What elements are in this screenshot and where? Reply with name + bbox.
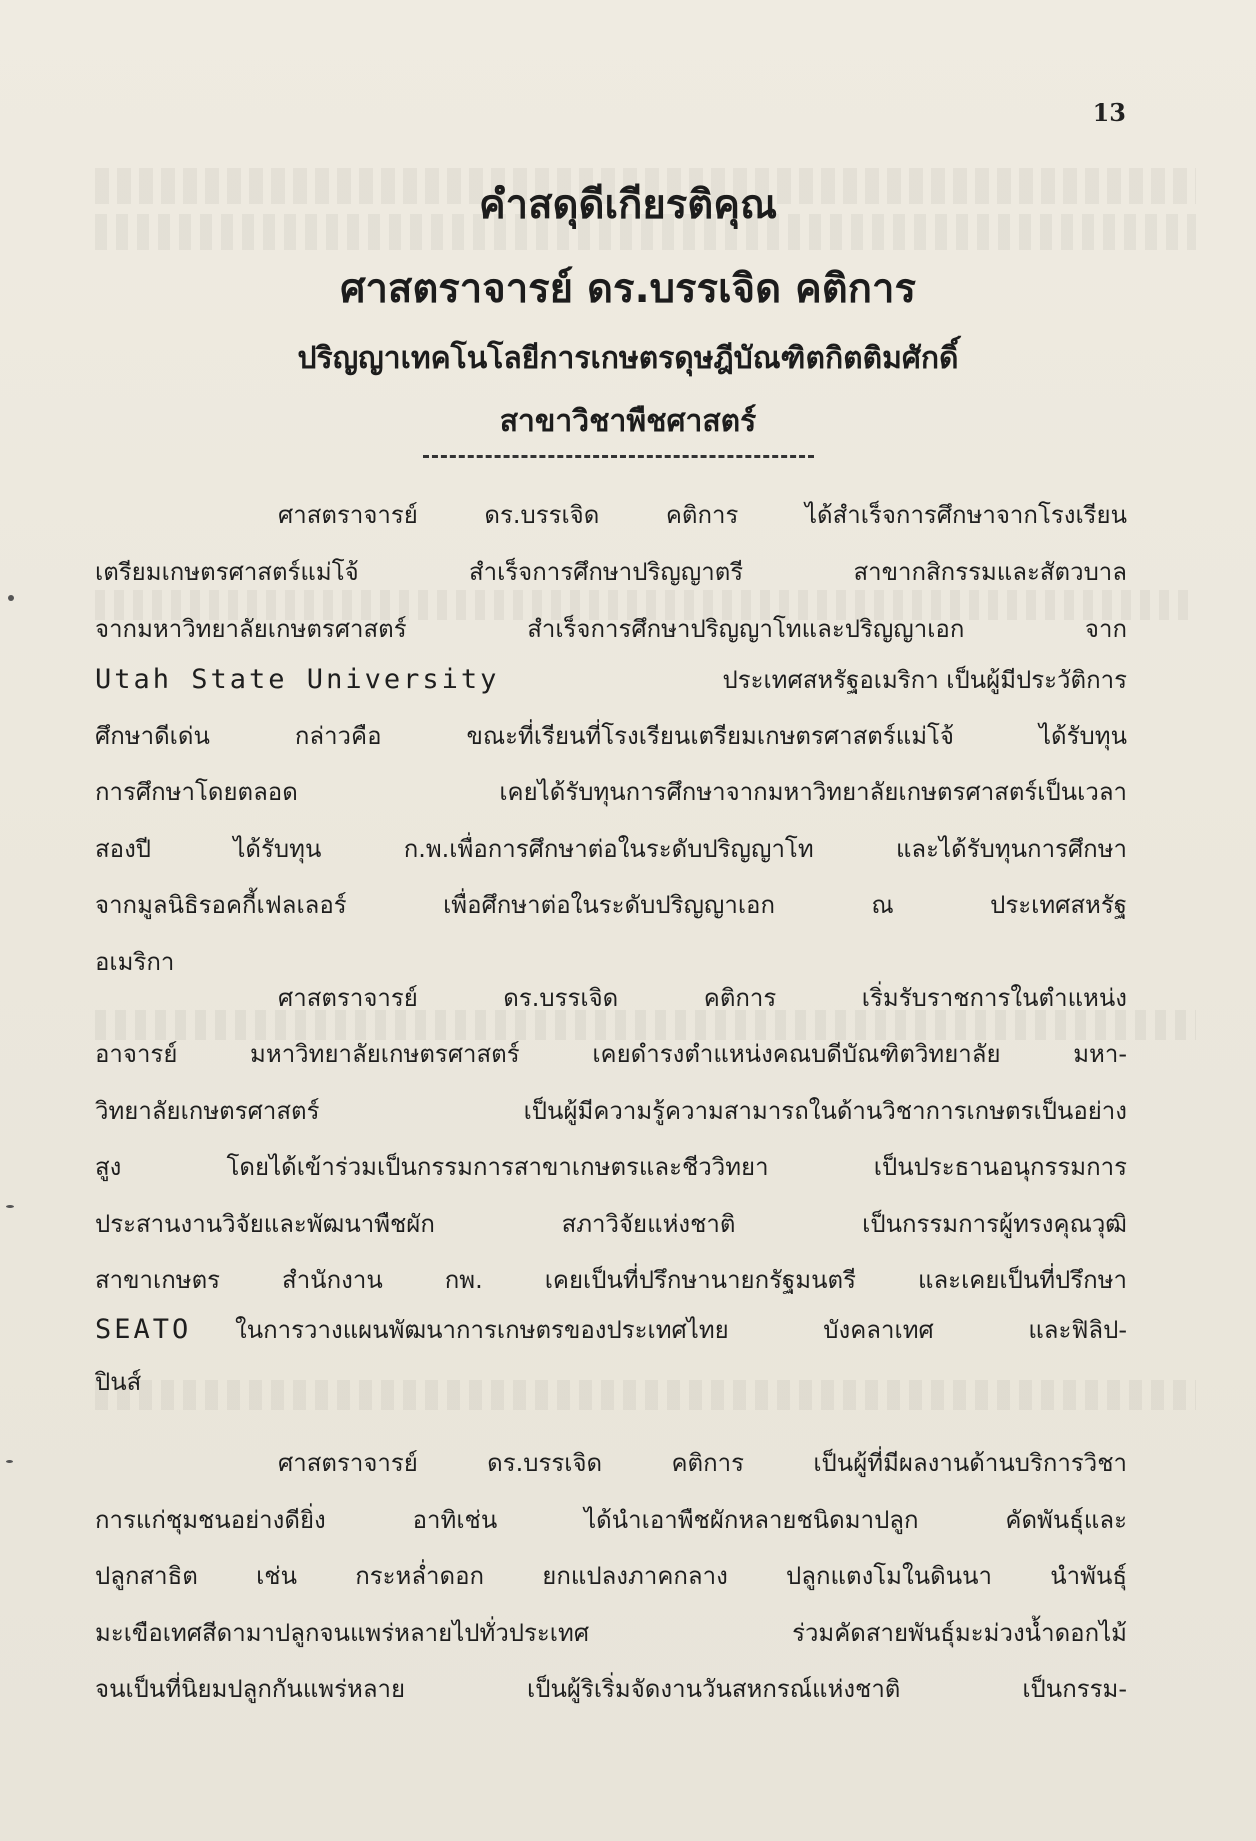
body-line-tail: ประเทศสหรัฐอเมริกา เป็นผู้มีประวัติการ: [722, 666, 1127, 694]
body-line: สูง โดยได้เข้าร่วมเป็นกรรมการสาขาเกษตรและชีววิทยา เป็นประธานอนุกรรมการ: [95, 1153, 1127, 1181]
university-name: Utah State University: [95, 664, 500, 695]
body-line-mixed: [95, 660, 1127, 700]
body-line: สาขาเกษตร สำนักงาน กพ. เคยเป็นที่ปรึกษานายกรัฐมนตรี และเคยเป็นที่ปรึกษา: [95, 1266, 1127, 1294]
body-line: ศาสตราจารย์ ดร.บรรเจิด คติการ ได้สำเร็จการศึกษาจากโรงเรียน: [278, 501, 1127, 529]
body-line-mixed: [95, 1310, 1127, 1350]
degree-title: ปริญญาเทคโนโลยีการเกษตรดุษฎีบัณฑิตกิตติมศักดิ์: [297, 341, 959, 376]
page-title: คำสดุดีเกียรติคุณ: [478, 182, 778, 228]
body-line: จนเป็นที่นิยมปลูกกันแพร่หลาย เป็นผู้ริเริ่มจัดงานวันสหกรณ์แห่งชาติ เป็นกรรม-: [95, 1675, 1127, 1703]
page-number: 13: [1092, 98, 1126, 127]
body-line: อาจารย์ มหาวิทยาลัยเกษตรศาสตร์ เคยดำรงตำแหน่งคณบดีบัณฑิตวิทยาลัย มหา-: [95, 1040, 1127, 1068]
body-line: จากมูลนิธิรอคกี้เฟลเลอร์ เพื่อศึกษาต่อในระดับปริญญาเอก ณ ประเทศสหรัฐ: [95, 891, 1127, 919]
body-line: การศึกษาโดยตลอด เคยได้รับทุนการศึกษาจากมหาวิทยาลัยเกษตรศาสตร์เป็นเวลา: [95, 778, 1127, 806]
dashed-divider: [423, 455, 814, 458]
body-line: มะเขือเทศสีดามาปลูกจนแพร่หลายไปทั่วประเทศ ร่วมคัดสายพันธุ์มะม่วงน้ำดอกไม้: [95, 1619, 1127, 1647]
body-line: ศึกษาดีเด่น กล่าวคือ ขณะที่เรียนที่โรงเรียนเตรียมเกษตรศาสตร์แม่โจ้ ได้รับทุน: [95, 722, 1127, 750]
body-line: วิทยาลัยเกษตรศาสตร์ เป็นผู้มีความรู้ความสามารถในด้านวิชาการเกษตรเป็นอย่าง: [95, 1097, 1127, 1125]
body-line: ศาสตราจารย์ ดร.บรรเจิด คติการ เริ่มรับราชการในตำแหน่ง: [278, 984, 1127, 1012]
speck: [6, 1205, 14, 1208]
body-line: ปินส์: [95, 1368, 142, 1396]
body-line: ปลูกสาธิต เช่น กระหล่ำดอก ยกแปลงภาคกลาง ปลูกแตงโมในดินนา นำพันธุ์: [95, 1562, 1127, 1590]
speck: [8, 595, 14, 601]
body-line: อเมริกา: [95, 948, 175, 976]
body-line: สองปี ได้รับทุน ก.พ.เพื่อการศึกษาต่อในระดับปริญญาโท และได้รับทุนการศึกษา: [95, 835, 1127, 863]
body-line-tail: ในการวางแผนพัฒนาการเกษตรของประเทศไทย บังคลาเทศ และฟิลิป-: [235, 1316, 1127, 1344]
honoree-name: ศาสตราจารย์ ดร.บรรเจิด คติการ: [340, 266, 916, 312]
field-title: สาขาวิชาพืชศาสตร์: [499, 404, 757, 439]
body-line: การแก่ชุมชนอย่างดียิ่ง อาทิเช่น ได้นำเอาพืชผักหลายชนิดมาปลูก คัดพันธุ์และ: [95, 1506, 1127, 1534]
body-line: ศาสตราจารย์ ดร.บรรเจิด คติการ เป็นผู้ที่มีผลงานด้านบริการวิชา: [278, 1449, 1127, 1477]
body-line: ประสานงานวิจัยและพัฒนาพืชผัก สภาวิจัยแห่งชาติ เป็นกรรมการผู้ทรงคุณวุฒิ: [95, 1210, 1127, 1238]
organization-name: SEATO: [95, 1314, 192, 1345]
speck: [6, 1460, 13, 1463]
body-line: เตรียมเกษตรศาสตร์แม่โจ้ สำเร็จการศึกษาปริญญาตรี สาขากสิกรรมและสัตวบาล: [95, 558, 1127, 586]
body-line: จากมหาวิทยาลัยเกษตรศาสตร์ สำเร็จการศึกษาปริญญาโทและปริญญาเอก จาก: [95, 615, 1127, 643]
